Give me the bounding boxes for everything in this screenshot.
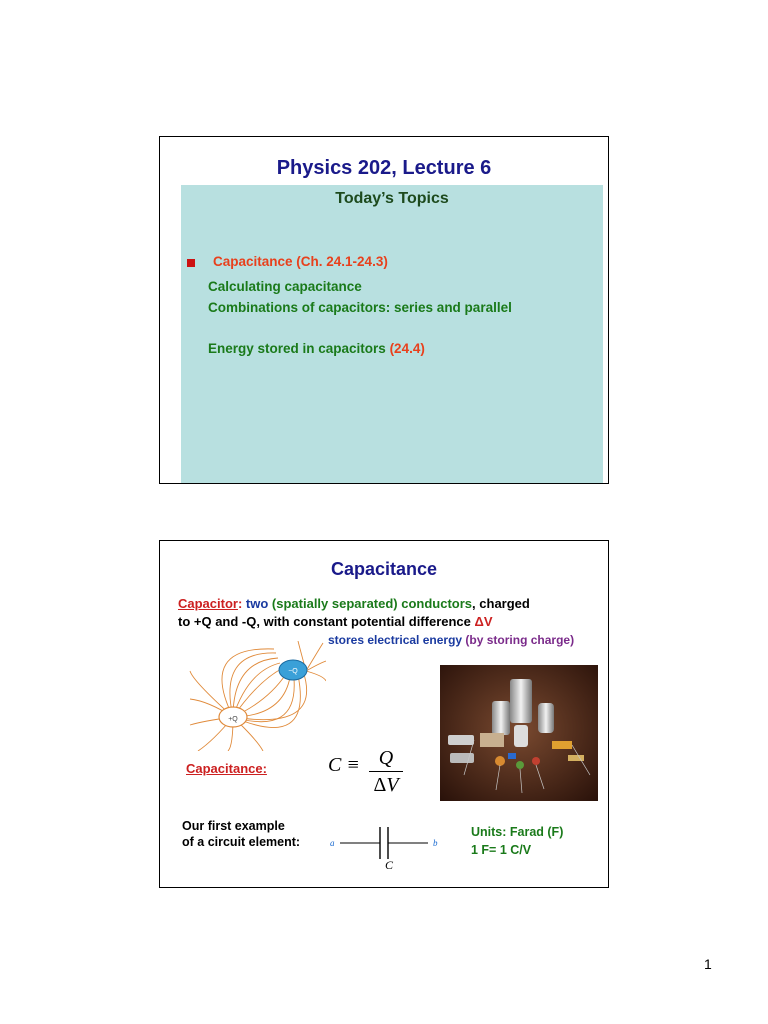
topics-panel bbox=[181, 185, 603, 483]
def-two: two bbox=[242, 596, 272, 611]
field-lines-figure bbox=[188, 641, 326, 751]
page-number: 1 bbox=[704, 956, 712, 972]
capacitor-definition-line2 bbox=[178, 614, 493, 629]
capacitor-term: Capacitor bbox=[178, 596, 238, 611]
capacitance-label-text: Capacitance: bbox=[186, 761, 267, 776]
formula-denominator bbox=[369, 774, 403, 796]
capacitor-colon: : bbox=[237, 596, 243, 611]
def-delta-v: ΔV bbox=[474, 614, 493, 629]
def-conductors: (spatially separated) conductors bbox=[271, 596, 473, 611]
capacitance-formula-lhs: C ≡ bbox=[328, 754, 360, 776]
capacitors-photo bbox=[440, 665, 598, 807]
circuit-label-c: C bbox=[385, 858, 394, 871]
def-charged: , charged bbox=[472, 596, 530, 611]
field-minus-label: −Q bbox=[288, 668, 298, 675]
example-line2: of a circuit element: bbox=[182, 835, 301, 849]
capacitor-definition-line1 bbox=[178, 596, 530, 611]
units-line2: 1 F= 1 C/V bbox=[471, 843, 532, 857]
stores-paren: (by storing charge) bbox=[465, 633, 575, 647]
formula-delta: Δ bbox=[373, 774, 387, 796]
slide-1 bbox=[159, 136, 609, 484]
units-line1: Units: Farad (F) bbox=[471, 825, 564, 839]
topic-energy-text: Energy stored in capacitors bbox=[208, 341, 390, 356]
topic-calculating: Calculating capacitance bbox=[208, 279, 362, 294]
slide-2 bbox=[159, 540, 609, 888]
capacitance-formula-fraction bbox=[369, 747, 403, 796]
slide-1-title: Physics 202, Lecture 6 bbox=[276, 157, 492, 179]
def-line2-text: to +Q and -Q, with constant potential difference bbox=[178, 614, 475, 629]
example-line1: Our first example bbox=[182, 819, 285, 833]
field-plus-label: +Q bbox=[228, 716, 238, 723]
topic-energy-ref: (24.4) bbox=[389, 341, 425, 356]
topic-capacitance: Capacitance (Ch. 24.1-24.3) bbox=[213, 254, 388, 269]
circuit-label-a: a bbox=[330, 838, 335, 848]
formula-numerator: Q bbox=[378, 747, 394, 769]
topic-energy bbox=[208, 341, 425, 356]
topics-subtitle: Today’s Topics bbox=[335, 190, 449, 207]
capacitance-label bbox=[186, 761, 267, 776]
topic-combinations: Combinations of capacitors: series and parallel bbox=[208, 300, 512, 315]
stores-text: stores electrical energy bbox=[328, 633, 466, 647]
circuit-label-b: b bbox=[433, 838, 438, 848]
stores-energy-line bbox=[328, 633, 574, 647]
slide-2-title: Capacitance bbox=[330, 559, 438, 579]
formula-v: V bbox=[386, 774, 399, 796]
fraction-bar bbox=[369, 771, 403, 772]
bullet-square-icon bbox=[187, 259, 195, 267]
capacitor-circuit-symbol bbox=[328, 821, 448, 871]
